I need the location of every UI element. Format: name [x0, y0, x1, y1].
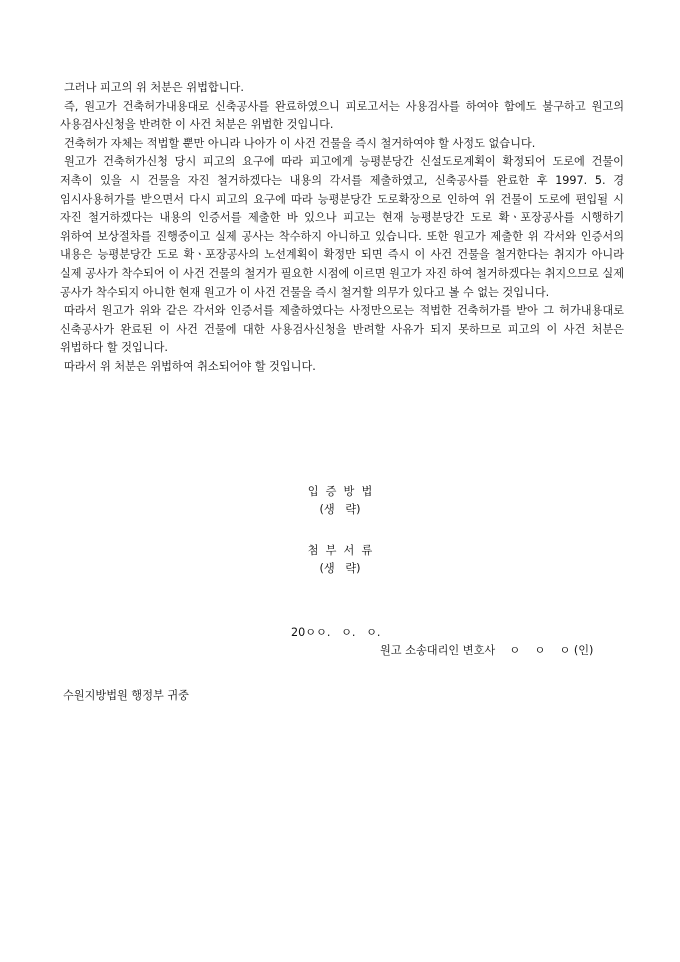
paragraph: 원고가 건축허가신청 당시 피고의 요구에 따라 피고에게 능평분당간 신설도로계획이 확정되어 도로에 건물이 저촉이 있을 시 건물을 자진 철거하겠다는 내용의 각서를 제출하였고, 신축공사를 완료한 후 1997. 5. 경 임시사용허가를 받으면서 다시 피고의 요구에 따라 능평분당간 도로확장으로 인하여 위 건물이 도로에 편입될 시 자진 철거하겠다는 내용의 인증서를 제출한 바 있으나 피고는 현재 능평분당간 도로 확ㆍ포장공사를 시행하기 위하여 보상절차를 진행중이고 실제 공사는 착수하지 아니하고 있습니다. 또한 원고가 제출한 위 각서와 인증서의 내용은 능평분당간 도로 확ㆍ포장공사의 노선계획이 확정만 되면 즉시 이 사건 건물을 철거한다는 취지가 아니라 실제 공사가 착수되어 이 사건 건물의 철거가 필요한 시점에 이르면 원고가 자진 하여 철거하겠다는 취지으므로 실제 공사가 착수되지 아니한 현재 원고가 이 사건 건물을 즉시 철거할 의무가 있다고 볼 수 없는 것입니다.	[60, 155, 624, 299]
proof-note: (생 략)	[319, 503, 361, 516]
signature-line: 원고 소송대리인 변호사 ㅇ ㅇ ㅇ (인)	[380, 644, 594, 657]
attachment-heading: 첨 부 서 류	[307, 544, 373, 557]
court-addressee: 수원지방법원 행정부 귀중	[63, 689, 189, 702]
attachment-note: (생 략)	[319, 562, 361, 575]
attachment-section	[0, 542, 680, 578]
paragraph: 즉, 원고가 건축허가내용대로 신축공사를 완료하였으니 피로고서는 사용검사를 하여야 함에도 불구하고 원고의 사용검사신청을 반려한 이 사건 처분은 위법한 것입니다.	[60, 99, 624, 132]
paragraph: 따라서 위 처분은 위법하여 취소되어야 할 것입니다.	[64, 359, 316, 373]
proof-section	[0, 483, 680, 519]
paragraph: 따라서 원고가 위와 같은 각서와 인증서를 제출하였다는 사정만으로는 적법한 건축허가를 받아 그 허가내용대로 신축공사가 완료된 이 사건 건물에 대한 사용검사신청을 반려할 사유가 되지 못하므로 피고의 이 사건 처분은 위법하다 할 것입니다.	[60, 304, 624, 355]
paragraph: 그러나 피고의 위 처분은 위법합니다.	[64, 81, 244, 94]
filing-date: 20ㅇㅇ. ㅇ. ㅇ.	[291, 626, 381, 639]
proof-heading: 입 증 방 법	[307, 485, 373, 498]
document-body	[60, 79, 624, 377]
paragraph: 건축허가 자체는 적법할 뿐만 아니라 나아가 이 사건 건물을 즉시 철거하여야 할 사정도 없습니다.	[64, 136, 536, 150]
